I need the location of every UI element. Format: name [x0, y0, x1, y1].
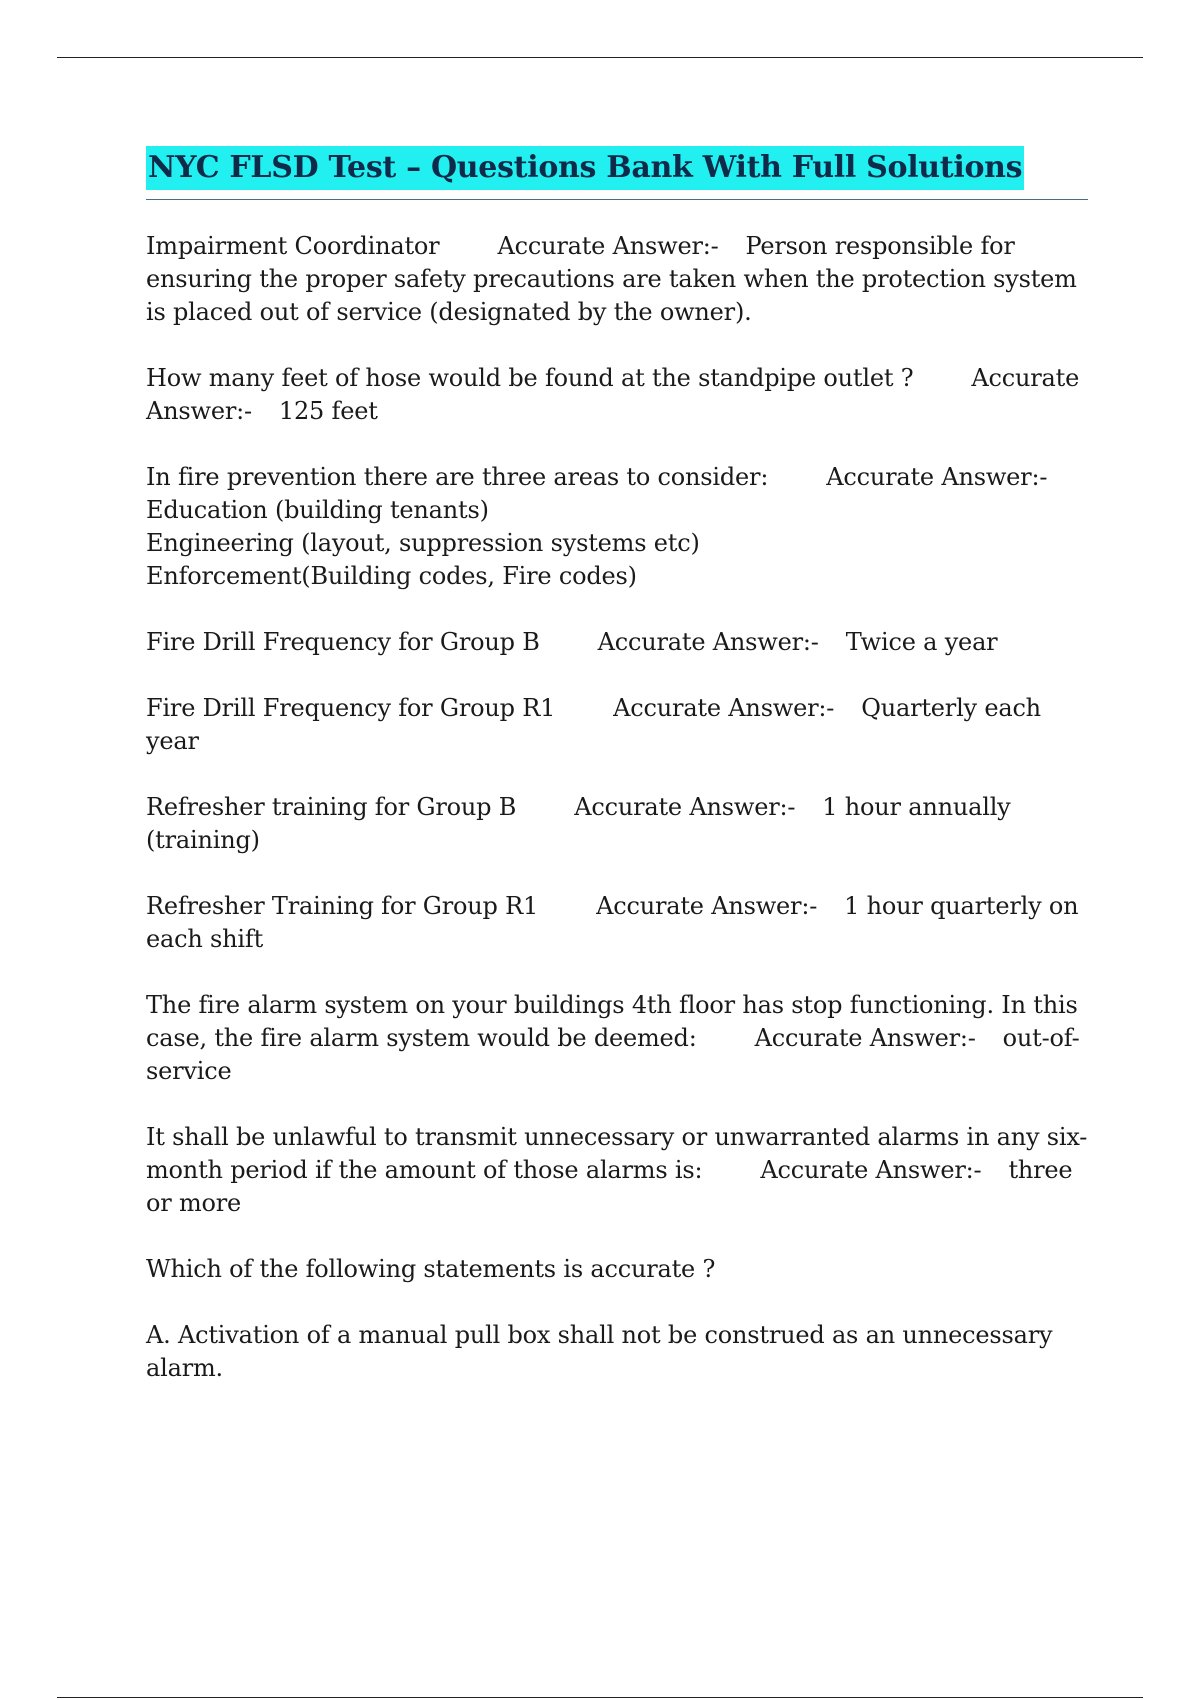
qa-item — [146, 626, 1088, 659]
answer-text: out-of-service — [146, 1024, 1080, 1085]
qa-item — [146, 890, 1088, 956]
answer-label: Accurate Answer:- — [597, 628, 819, 656]
question-text: Impairment Coordinator — [146, 232, 440, 260]
question-text: It shall be unlawful to transmit unnecessary or unwarranted alarms in any six-month period if the amount of those alarms is: — [146, 1123, 1088, 1184]
question-text: How many feet of hose would be found at the standpipe outlet ? — [146, 364, 914, 392]
qa-item — [146, 1121, 1088, 1220]
document-title: NYC FLSD Test – Questions Bank With Full Solutions — [146, 146, 1024, 190]
header-rule — [57, 57, 1143, 58]
answer-text: 1 hour quarterly on each shift — [146, 892, 1086, 953]
qa-item — [146, 362, 1088, 428]
answer-text: 1 hour annually (training) — [146, 793, 1018, 854]
paragraph: A. Activation of a manual pull box shall not be construed as an unnecessary alarm. — [146, 1321, 1060, 1382]
qa-list — [146, 230, 1088, 1385]
question-text: The fire alarm system on your buildings 4th floor has stop functioning. In this case, the fire alarm system would be deemed: — [146, 991, 1086, 1052]
answer-label: Accurate Answer:- — [596, 892, 818, 920]
qa-item — [146, 461, 1088, 593]
answer-label: Accurate Answer:- — [826, 463, 1048, 491]
qa-item — [146, 791, 1088, 857]
question-text: Fire Drill Frequency for Group B — [146, 628, 540, 656]
answer-label: Accurate Answer:- — [146, 364, 1087, 425]
document-body — [146, 146, 1088, 1418]
answer-label: Accurate Answer:- — [754, 1024, 976, 1052]
answer-label: Accurate Answer:- — [760, 1156, 982, 1184]
answer-text: Education (building tenants) Engineering (layout, suppression systems etc) Enforcement(Building codes, Fire codes) — [146, 496, 700, 590]
qa-item — [146, 989, 1088, 1088]
question-text: Refresher training for Group B — [146, 793, 517, 821]
answer-text: three or more — [146, 1156, 1080, 1217]
title-block — [146, 146, 1088, 200]
question-text: Refresher Training for Group R1 — [146, 892, 539, 920]
answer-label: Accurate Answer:- — [613, 694, 835, 722]
qa-item — [146, 230, 1088, 329]
question-text: In fire prevention there are three areas to consider: — [146, 463, 769, 491]
footer-rule — [57, 1697, 1143, 1698]
qa-item — [146, 692, 1088, 758]
answer-text: Person responsible for ensuring the proper safety precautions are taken when the protection system is placed out of service (designated by the owner). — [146, 232, 1085, 326]
answer-text: 125 feet — [278, 397, 378, 425]
answer-label: Accurate Answer:- — [497, 232, 719, 260]
paragraph: Which of the following statements is accurate ? — [146, 1255, 716, 1283]
answer-text: Twice a year — [845, 628, 998, 656]
question-text: Fire Drill Frequency for Group R1 — [146, 694, 556, 722]
answer-label: Accurate Answer:- — [574, 793, 796, 821]
answer-text: Quarterly each year — [146, 694, 1049, 755]
